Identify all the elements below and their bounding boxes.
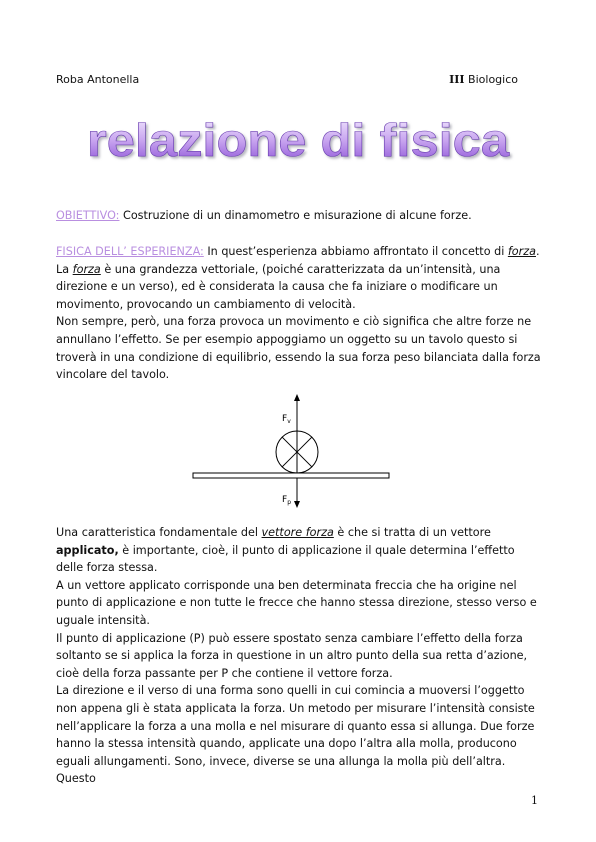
physics-text-c: è una grandezza vettoriale, (poiché caratterizzata da un’intensità, una direzione e un verso), ed è considerata la causa che fa iniziare o modificare un movimento, provocando un cambiamento di velocità. (56, 262, 501, 311)
vector-text-c: è importante, cioè, il punto di applicazione il quale determina l’effetto delle forza stessa. (56, 543, 515, 575)
physics-section (56, 243, 542, 384)
vector-paragraph-4: La direzione e il verso di una forma sono quelli in cui comincia a muoversi l’oggetto non appena gli è stata applicata la forza. Un metodo per misurare l’intensità consiste nell’applicare la forza a una molla e nel misurare di quanto essa si allunga. Due forze hanno la stessa intensità quando, applicate una dopo l’altra alla molla, producono eguali allungamenti. Sono, invece, diverse se una allunga la molla più dell’altra. Questo (56, 684, 535, 786)
vector-section (56, 524, 542, 788)
physics-paragraph-2: Non sempre, però, una forza provoca un movimento e ciò significa che altre forze ne annullano l’effetto. Se per esempio appoggiamo un oggetto su un tavolo questo si troverà in una condizione di equilibrio, essendo la sua forza peso bilanciata dalla forza vincolare del tavolo. (56, 315, 541, 382)
forza-term-1: forza (507, 245, 536, 258)
label-fp (282, 495, 291, 506)
page-title-text: relazione di fisica (87, 114, 510, 166)
objective-label: OBIETTIVO: (56, 209, 120, 222)
objective-paragraph (56, 207, 542, 225)
vettore-forza-term: vettore forza (261, 526, 334, 539)
class-name: Biologico (464, 73, 518, 86)
label-fv-letter: F (282, 414, 288, 424)
label-fp-subscript: p (287, 499, 291, 506)
physics-text-b: . La (56, 245, 540, 276)
page-number: 1 (531, 794, 538, 807)
page-title (0, 106, 596, 176)
arrow-down-icon (294, 501, 300, 508)
force-diagram (180, 392, 410, 512)
label-fv-subscript: v (287, 418, 291, 425)
class-number: III (449, 73, 465, 86)
author-name: Roba Antonella (56, 73, 140, 86)
arrow-up-icon (294, 394, 300, 401)
vector-paragraph-2: A un vettore applicato corrisponde una ben determinata freccia che ha origine nel punto di applicazione e non tutte le frecce che hanno stessa direzione, stesso verso e uguale intensità. (56, 578, 537, 627)
vector-text-b: è che si tratta di un vettore (333, 526, 491, 539)
objective-text: Costruzione di un dinamometro e misurazione di alcune forze. (119, 209, 472, 222)
physics-paragraph-1 (56, 243, 542, 313)
forza-term-2: forza (72, 262, 101, 276)
label-fv (282, 414, 291, 425)
vector-paragraph-3: Il punto di applicazione (P) può essere spostato senza cambiare l’effetto della forza soltanto se si applica la forza in questione in un altro punto della sua retta d’azione, cioè della forza passante per P che contiene il vettore forza. (56, 631, 528, 680)
vector-text-a: Una caratteristica fondamentale del (56, 526, 262, 539)
class-label (449, 73, 518, 86)
physics-label: FISICA DELL’ ESPERIENZA: (56, 245, 204, 258)
applicato-term: applicato, (56, 543, 119, 557)
physics-text-a: In quest’esperienza abbiamo affrontato il concetto di (203, 245, 508, 258)
vector-paragraph-1 (56, 524, 542, 577)
table-surface (193, 473, 389, 478)
label-fp-letter: F (282, 495, 288, 505)
